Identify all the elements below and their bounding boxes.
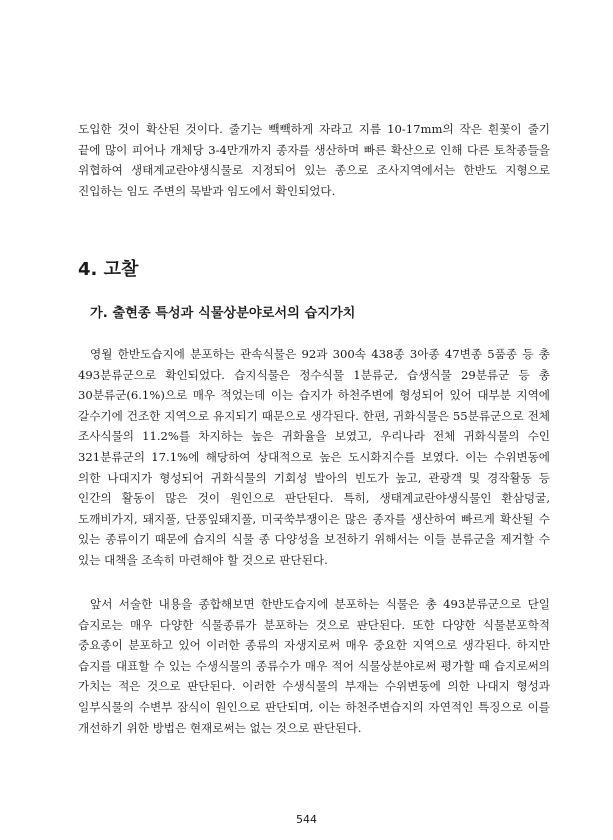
body-paragraph-2: 앞서 서술한 내용을 종합해보면 한반도습지에 분포하는 식물은 총 493분류군으로 단일 습지로는 매우 다양한 식물종류가 분포하는 것으로 판단된다. 또한 다양한 식물분포학적 중요종이 분포하고 있어 이러한 종류의 자생지로써 매우 중요한 지역으로 생각된다. 하지만 습지를 대표할 수 있는 수생식물의 종류수가 매우 적어 식물상분야로써 평가할 때 습지로써의 가치는 적은 것으로 판단된다. 이러한 수생식물의 부재는 수위변동에 의한 나대지 형성과 일부식물의 수변부 잠식이 원인으로 판단되며, 이는 하천주변습지의 자연적인 특징으로 이를 개선하기 위한 방법은 현재로써는 없는 것으로 판단된다.: [78, 597, 550, 735]
page-number: 544: [296, 813, 317, 826]
body-paragraph-1: 영월 한반도습지에 분포하는 관속식물은 92과 300속 438종 3아종 47변종 5품종 등 총 493분류군으로 확인되었다. 습지식물은 정수식물 1분류군, 습생식물 29분류군 등 총 30분류군(6.1%)으로 매우 적었는데 이는 습지가 하천주변에 형성되어 있어 대부분 지역에 갈수기에 건조한 지역으로 유지되기 때문으로 생각된다. 한편, 귀화식물은 55분류군으로 전체 조사식물의 11.2%를 차지하는 높은 귀화율을 보였고, 우리나라 전체 귀화식물의 수인 321분류군의 17.1%에 해당하여 상대적으로 높은 도시화지수를 보였다. 이는 수위변동에 의한 나대지가 형성되어 귀화식물의 기회성 발아의 빈도가 높고, 관광객 및 경작활동 등 인간의 활동이 많은 것이 원인으로 판단된다. 특히, 생태계교란야생식물인 환삼덩굴, 도깨비가지, 돼지풀, 단풍잎돼지풀, 미국쑥부쟁이은 많은 종자를 생산하여 빠르게 확산될 수 있는 종류이기 때문에 습지의 식물 종 다양성을 보전하기 위해서는 이들 분류군을 제거할 수 있는 대책을 조속히 마련해야 할 것으로 판단된다.: [78, 347, 550, 567]
intro-paragraph: 도입한 것이 확산된 것이다. 줄기는 빽빽하게 자라고 지름 10-17mm의 작은 흰꽃이 줄기 끝에 많이 피어나 개체당 3-4만개까지 종자를 생산하며 빠른 확산으로 인해 다른 토착종들을 위협하여 생태계교란야생식물로 지정되어 있는 종으로 조사지역에서는 한반도 지형으로 진입하는 임도 주변의 묵밭과 임도에서 확인되었다.: [78, 122, 550, 198]
section-heading: 4. 고찰: [78, 259, 139, 280]
subsection-heading: 가. 출현종 특성과 식물상분야로서의 습지가치: [90, 306, 356, 321]
